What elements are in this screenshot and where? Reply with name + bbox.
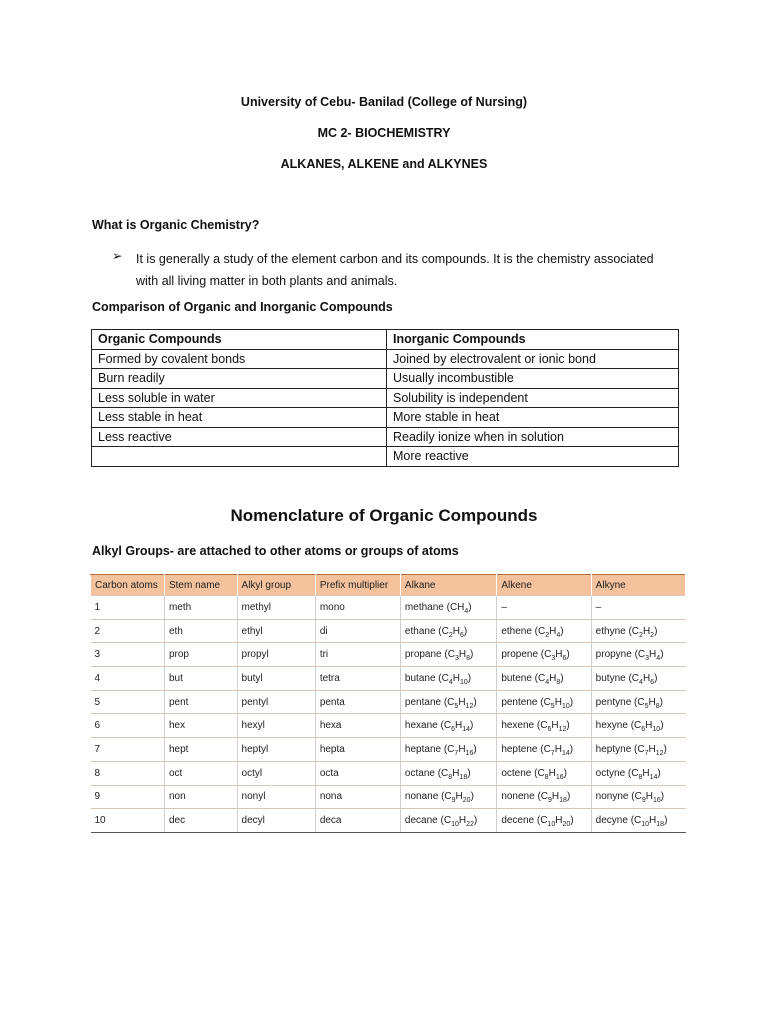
alkyl-cell-carbon-atoms: 1 xyxy=(91,596,165,620)
alkyl-cell-alkyne: heptyne $(C_7H_{12})$ xyxy=(591,738,685,762)
alkyl-cell-alkene: butene $(C_4H_8)$ xyxy=(497,667,591,691)
alkyl-cell-alkane: heptane $(C_7H_{16})$ xyxy=(400,738,496,762)
alkyl-cell-prefix-multiplier: hepta xyxy=(315,738,400,762)
alkyl-cell-alkyne: butyne $(C_4H_6)$ xyxy=(591,667,685,691)
comparison-title: Comparison of Organic and Inorganic Compounds xyxy=(92,300,393,314)
alkyl-row xyxy=(91,714,686,738)
alkyl-cell-alkyne: hexyne $(C_6H_{10})$ xyxy=(591,714,685,738)
alkyl-row xyxy=(91,619,686,643)
alkyl-cell-alkene: pentene $(C_5H_{10})$ xyxy=(497,690,591,714)
course-title: MC 2- BIOCHEMISTRY xyxy=(317,126,451,140)
alkyl-header-row xyxy=(91,575,686,596)
alkyl-cell-stem-name: oct xyxy=(164,761,237,785)
comparison-table xyxy=(91,329,679,467)
organic-cell: Less stable in heat xyxy=(92,408,387,428)
comparison-row xyxy=(92,369,679,389)
alkyl-cell-stem-name: hept xyxy=(164,738,237,762)
alkyl-cell-alkane: ethane $(C_2H_6)$ xyxy=(400,619,496,643)
alkyl-cell-alkene: hexene $(C_6H_{12})$ xyxy=(497,714,591,738)
alkyl-cell-alkene: decene $(C_{10}H_{20})$ xyxy=(497,809,591,833)
inorganic-cell: Joined by electrovalent or ionic bond xyxy=(387,349,679,369)
alkyl-cell-stem-name: dec xyxy=(164,809,237,833)
inorganic-cell: Readily ionize when in solution xyxy=(387,427,679,447)
alkyl-cell-alkyl-group: nonyl xyxy=(237,785,315,809)
alkyl-groups-title: Alkyl Groups- are attached to other atoms or groups of atoms xyxy=(92,544,459,558)
alkyl-cell-alkyl-group: hexyl xyxy=(237,714,315,738)
alkyl-cell-alkyl-group: octyl xyxy=(237,761,315,785)
alkyl-cell-alkyl-group: pentyl xyxy=(237,690,315,714)
alkyl-cell-alkyne: pentyne $(C_5H_8)$ xyxy=(591,690,685,714)
alkyl-row xyxy=(91,596,686,620)
topic-title: ALKANES, ALKENE and ALKYNES xyxy=(280,157,488,171)
nomenclature-title: Nomenclature of Organic Compounds xyxy=(230,506,538,525)
alkyl-cell-alkane: methane $(CH_4)$ xyxy=(400,596,496,620)
alkyl-cell-stem-name: meth xyxy=(164,596,237,620)
alkyl-cell-carbon-atoms: 3 xyxy=(91,643,165,667)
definition-text: It is generally a study of the element carbon and its compounds. It is the chemistry associated with all living matter in both plants and animals. xyxy=(136,252,654,288)
comparison-header-organic: Organic Compounds xyxy=(92,330,387,350)
alkyl-cell-alkane: decane $(C_{10}H_{22})$ xyxy=(400,809,496,833)
alkyl-cell-alkyl-group: propyl xyxy=(237,643,315,667)
inorganic-cell: Solubility is independent xyxy=(387,388,679,408)
organic-cell: Less reactive xyxy=(92,427,387,447)
alkyl-cell-alkyl-group: decyl xyxy=(237,809,315,833)
alkyl-cell-alkane: pentane $(C_5H_{12})$ xyxy=(400,690,496,714)
alkyl-row xyxy=(91,785,686,809)
alkyl-cell-stem-name: but xyxy=(164,667,237,691)
alkyl-cell-prefix-multiplier: tetra xyxy=(315,667,400,691)
alkyl-row xyxy=(91,761,686,785)
university-title: University of Cebu- Banilad (College of Nursing) xyxy=(240,95,528,109)
comparison-row xyxy=(92,447,679,467)
organic-cell: Less soluble in water xyxy=(92,388,387,408)
alkyl-cell-alkyne: propyne $(C_3H_4)$ xyxy=(591,643,685,667)
alkyl-cell-alkyl-group: heptyl xyxy=(237,738,315,762)
alkyl-cell-alkane: butane $(C_4H_{10})$ xyxy=(400,667,496,691)
alkyl-row xyxy=(91,643,686,667)
inorganic-cell: More reactive xyxy=(387,447,679,467)
alkyl-cell-alkene: ethene $(C_2H_4)$ xyxy=(497,619,591,643)
alkyl-cell-stem-name: pent xyxy=(164,690,237,714)
alkyl-cell-carbon-atoms: 9 xyxy=(91,785,165,809)
organic-cell xyxy=(92,447,387,467)
alkyl-cell-carbon-atoms: 6 xyxy=(91,714,165,738)
alkyl-cell-alkene: octene $(C_8H_{16})$ xyxy=(497,761,591,785)
alkyl-cell-stem-name: hex xyxy=(164,714,237,738)
alkyl-cell-carbon-atoms: 5 xyxy=(91,690,165,714)
alkyl-cell-alkane: propane $(C_3H_8)$ xyxy=(400,643,496,667)
alkyl-header-stem-name: Stem name xyxy=(164,575,237,596)
inorganic-cell: Usually incombustible xyxy=(387,369,679,389)
alkyl-cell-prefix-multiplier: deca xyxy=(315,809,400,833)
alkyl-row xyxy=(91,667,686,691)
alkyl-cell-alkyne: decyne $(C_{10}H_{18})$ xyxy=(591,809,685,833)
alkyl-row xyxy=(91,690,686,714)
alkyl-cell-carbon-atoms: 10 xyxy=(91,809,165,833)
alkyl-cell-alkane: nonane $(C_9H_{20})$ xyxy=(400,785,496,809)
alkyl-cell-carbon-atoms: 2 xyxy=(91,619,165,643)
alkyl-cell-alkene: nonene $(C_9H_{18})$ xyxy=(497,785,591,809)
comparison-row xyxy=(92,349,679,369)
alkyl-header-prefix-multiplier: Prefix multiplier xyxy=(315,575,400,596)
alkyl-header-alkene: Alkene xyxy=(497,575,591,596)
alkyl-cell-alkene: heptene $(C_7H_{14})$ xyxy=(497,738,591,762)
alkyl-cell-prefix-multiplier: octa xyxy=(315,761,400,785)
alkyl-cell-prefix-multiplier: tri xyxy=(315,643,400,667)
inorganic-cell: More stable in heat xyxy=(387,408,679,428)
alkyl-cell-prefix-multiplier: mono xyxy=(315,596,400,620)
alkyl-row xyxy=(91,738,686,762)
alkyl-cell-alkene: propene $(C_3H_6)$ xyxy=(497,643,591,667)
organic-cell: Burn readily xyxy=(92,369,387,389)
organic-chemistry-question: What is Organic Chemistry? xyxy=(92,218,260,232)
alkyl-row xyxy=(91,809,686,833)
alkyl-cell-stem-name: eth xyxy=(164,619,237,643)
alkyl-header-alkane: Alkane xyxy=(400,575,496,596)
comparison-row xyxy=(92,388,679,408)
alkyl-cell-carbon-atoms: 7 xyxy=(91,738,165,762)
alkyl-cell-prefix-multiplier: hexa xyxy=(315,714,400,738)
alkyl-cell-stem-name: non xyxy=(164,785,237,809)
organic-cell: Formed by covalent bonds xyxy=(92,349,387,369)
alkyl-cell-alkyne: ethyne $(C_2H_2)$ xyxy=(591,619,685,643)
alkyl-cell-stem-name: prop xyxy=(164,643,237,667)
alkyl-cell-carbon-atoms: 8 xyxy=(91,761,165,785)
alkyl-cell-prefix-multiplier: nona xyxy=(315,785,400,809)
comparison-row xyxy=(92,408,679,428)
alkyl-table xyxy=(90,574,686,833)
alkyl-header-carbon-atoms: Carbon atoms xyxy=(91,575,165,596)
alkyl-cell-carbon-atoms: 4 xyxy=(91,667,165,691)
alkyl-cell-alkyne: octyne $(C_8H_{14})$ xyxy=(591,761,685,785)
alkyl-header-alkyl-group: Alkyl group xyxy=(237,575,315,596)
alkyl-header-alkyne: Alkyne xyxy=(591,575,685,596)
comparison-row xyxy=(92,427,679,447)
alkyl-cell-prefix-multiplier: penta xyxy=(315,690,400,714)
alkyl-cell-alkyl-group: butyl xyxy=(237,667,315,691)
comparison-header-row xyxy=(92,330,679,350)
alkyl-cell-alkyne: nonyne $(C_9H_{16})$ xyxy=(591,785,685,809)
comparison-header-inorganic: Inorganic Compounds xyxy=(387,330,679,350)
alkyl-cell-alkane: octane $(C_8H_{18})$ xyxy=(400,761,496,785)
alkyl-cell-alkyl-group: ethyl xyxy=(237,619,315,643)
alkyl-cell-alkane: hexane $(C_6H_{14})$ xyxy=(400,714,496,738)
alkyl-cell-alkene: – xyxy=(497,596,591,620)
alkyl-cell-prefix-multiplier: di xyxy=(315,619,400,643)
alkyl-cell-alkyl-group: methyl xyxy=(237,596,315,620)
arrow-bullet-icon: ➢ xyxy=(112,249,123,263)
alkyl-cell-alkyne: – xyxy=(591,596,685,620)
